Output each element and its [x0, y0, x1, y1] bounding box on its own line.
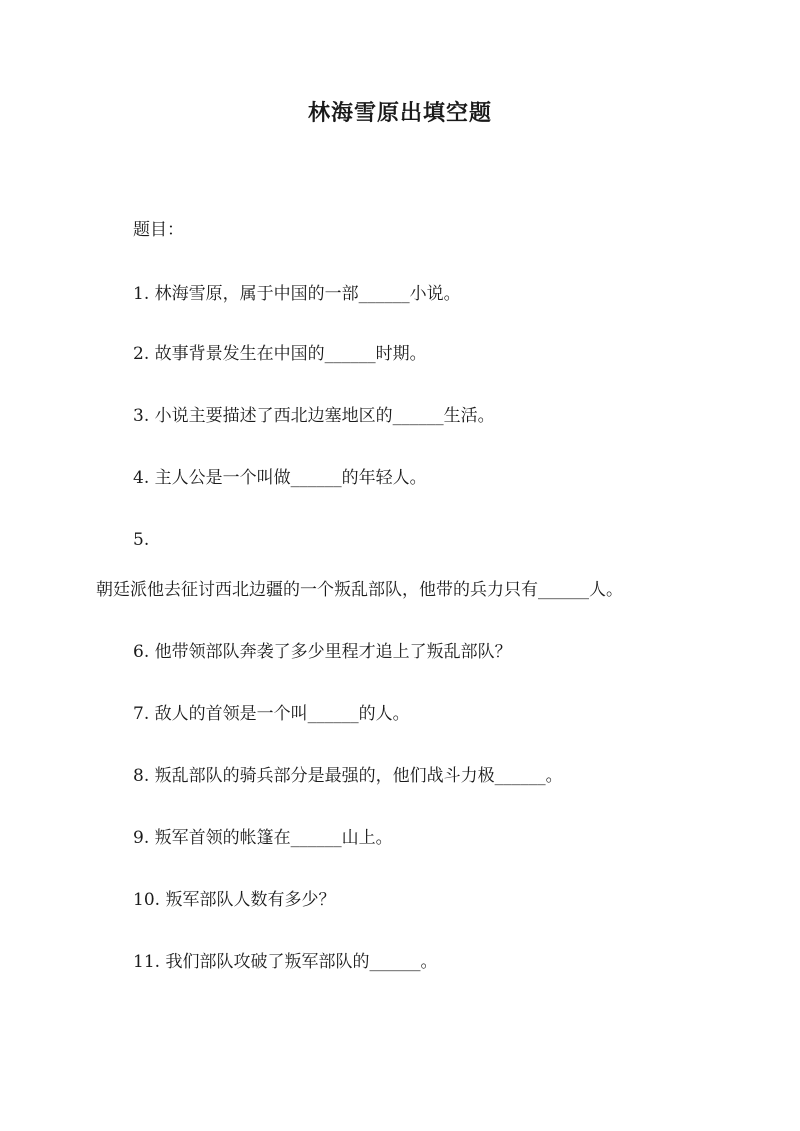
question-1: 1. 林海雪原，属于中国的一部______小说。 [133, 284, 461, 304]
question-11: 11. 我们部队攻破了叛军部队的______。 [133, 952, 438, 972]
question-5-number: 5. [133, 530, 150, 550]
question-2: 2. 故事背景发生在中国的______时期。 [133, 344, 427, 364]
document-title: 林海雪原出填空题 [307, 100, 492, 126]
question-7: 7. 敌人的首领是一个叫______的人。 [133, 704, 410, 724]
question-9: 9. 叛军首领的帐篷在______山上。 [133, 828, 393, 848]
question-6: 6. 他带领部队奔袭了多少里程才追上了叛乱部队？ [133, 642, 512, 662]
question-5-text: 朝廷派他去征讨西北边疆的一个叛乱部队，他带的兵力只有______人。 [96, 580, 623, 600]
question-3: 3. 小说主要描述了西北边塞地区的______生活。 [133, 406, 495, 426]
question-10: 10. 叛军部队人数有多少？ [133, 890, 336, 910]
question-4: 4. 主人公是一个叫做______的年轻人。 [133, 468, 427, 488]
questions-heading: 题目： [133, 220, 184, 240]
question-8: 8. 叛乱部队的骑兵部分是最强的，他们战斗力极______。 [133, 766, 563, 786]
